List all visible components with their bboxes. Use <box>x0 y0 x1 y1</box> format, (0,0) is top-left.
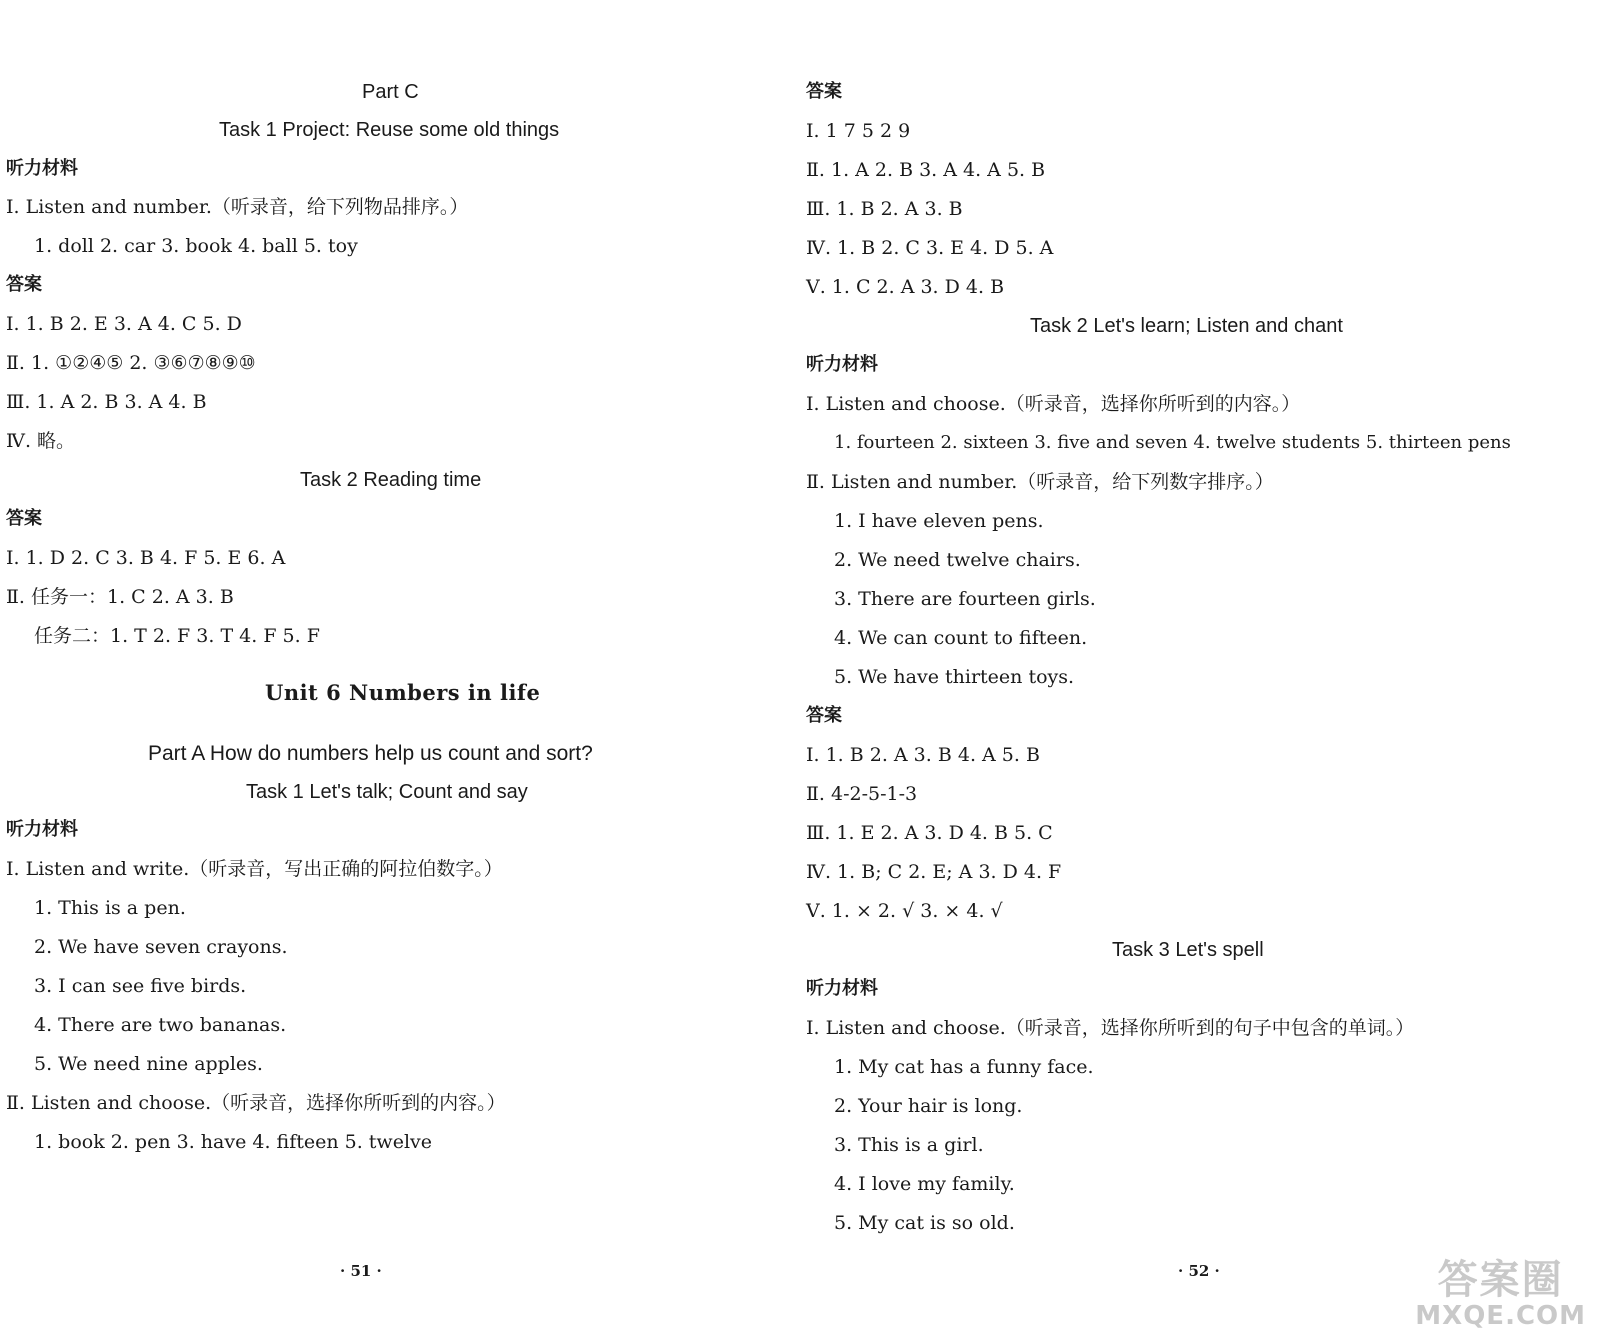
section-label: 听力材料 <box>6 158 78 179</box>
answer-line: Ⅴ. 1. C 2. A 3. D 4. B <box>806 276 1005 298</box>
question-header: Ⅰ. Listen and choose.（听录音，选择你所听到的内容。） <box>806 393 1301 415</box>
section-label: 答案 <box>6 274 42 295</box>
answer-line: Ⅳ. 略。 <box>6 430 76 452</box>
answer-line: Ⅲ. 1. B 2. A 3. B <box>806 198 963 220</box>
task-heading: Task 2 Reading time <box>300 469 482 491</box>
question-header: Ⅱ. Listen and choose.（听录音，选择你所听到的内容。） <box>6 1092 506 1114</box>
watermark-text-en: MXQE.COM <box>1415 1301 1586 1331</box>
answer-line: Ⅲ. 1. E 2. A 3. D 4. B 5. C <box>806 822 1053 844</box>
task-heading: Task 3 Let's spell <box>1112 939 1264 961</box>
list-item: 1. My cat has a funny face. <box>834 1056 1094 1078</box>
task-heading: Task 2 Let's learn; Listen and chant <box>1030 315 1343 337</box>
task-heading: Task 1 Project: Reuse some old things <box>219 119 560 141</box>
question-header: Ⅰ. Listen and number.（听录音，给下列物品排序。） <box>6 196 469 218</box>
section-label: 答案 <box>6 508 42 529</box>
answer-line: Ⅰ. 1. B 2. E 3. A 4. C 5. D <box>6 313 242 335</box>
section-label: 听力材料 <box>806 354 878 375</box>
list-item: 3. There are fourteen girls. <box>834 588 1096 610</box>
list-item: 1. This is a pen. <box>34 897 186 919</box>
section-label: 听力材料 <box>6 819 78 840</box>
list-item: 4. There are two bananas. <box>34 1014 287 1036</box>
list-item: 5. We have thirteen toys. <box>834 666 1075 688</box>
answer-line: Ⅱ. 1. A 2. B 3. A 4. A 5. B <box>806 159 1046 181</box>
page-number: · 52 · <box>1178 1262 1220 1280</box>
section-label: 答案 <box>806 81 842 102</box>
answer-line: Ⅴ. 1. × 2. √ 3. × 4. √ <box>806 900 1003 922</box>
list-item: 2. Your hair is long. <box>834 1095 1023 1117</box>
list-item: 2. We have seven crayons. <box>34 936 288 958</box>
watermark-text-cn: 答案圈 <box>1437 1257 1564 1303</box>
part-heading: Part A How do numbers help us count and sort? <box>148 742 593 765</box>
list-item: 5. My cat is so old. <box>834 1212 1015 1234</box>
unit-title: Unit 6 Numbers in life <box>265 680 541 705</box>
section-label: 答案 <box>806 705 842 726</box>
answer-line: Ⅰ. 1. B 2. A 3. B 4. A 5. B <box>806 744 1040 766</box>
task-heading: Task 1 Let's talk; Count and say <box>246 781 528 803</box>
list-item: 1. I have eleven pens. <box>834 510 1044 532</box>
section-label: 听力材料 <box>806 978 878 999</box>
part-heading: Part C <box>362 81 419 103</box>
answer-line: Ⅱ. 1. ①②④⑤ 2. ③⑥⑦⑧⑨⑩ <box>6 352 256 374</box>
question-items: 1. doll 2. car 3. book 4. ball 5. toy <box>34 235 358 257</box>
question-header: Ⅰ. Listen and choose.（听录音，选择你所听到的句子中包含的单词。） <box>806 1017 1415 1039</box>
list-item: 4. We can count to fifteen. <box>834 627 1088 649</box>
answer-line: Ⅱ. 任务一：1. C 2. A 3. B <box>6 586 234 608</box>
answer-line: Ⅲ. 1. A 2. B 3. A 4. B <box>6 391 207 413</box>
question-header: Ⅰ. Listen and write.（听录音，写出正确的阿拉伯数字。） <box>6 858 503 880</box>
question-items: 1. fourteen 2. sixteen 3. five and seven 4. twelve students 5. thirteen pens <box>834 432 1511 453</box>
list-item: 3. This is a girl. <box>834 1134 984 1156</box>
page-number: · 51 · <box>340 1262 382 1280</box>
list-item: 3. I can see five birds. <box>34 975 247 997</box>
answer-line: 任务二：1. T 2. F 3. T 4. F 5. F <box>34 625 320 647</box>
answer-line: Ⅰ. 1. D 2. C 3. B 4. F 5. E 6. A <box>6 547 286 569</box>
answer-line: Ⅳ. 1. B; C 2. E; A 3. D 4. F <box>806 861 1062 883</box>
list-item: 4. I love my family. <box>834 1173 1015 1195</box>
list-item: 2. We need twelve chairs. <box>834 549 1081 571</box>
watermark-logo <box>1415 1258 1586 1330</box>
question-items: 1. book 2. pen 3. have 4. fifteen 5. twelve <box>34 1131 432 1153</box>
answer-line: Ⅱ. 4-2-5-1-3 <box>806 783 918 805</box>
list-item: 5. We need nine apples. <box>34 1053 263 1075</box>
question-header: Ⅱ. Listen and number.（听录音，给下列数字排序。） <box>806 471 1274 493</box>
answer-line: Ⅳ. 1. B 2. C 3. E 4. D 5. A <box>806 237 1054 259</box>
answer-line: Ⅰ. 1 7 5 2 9 <box>806 120 911 142</box>
